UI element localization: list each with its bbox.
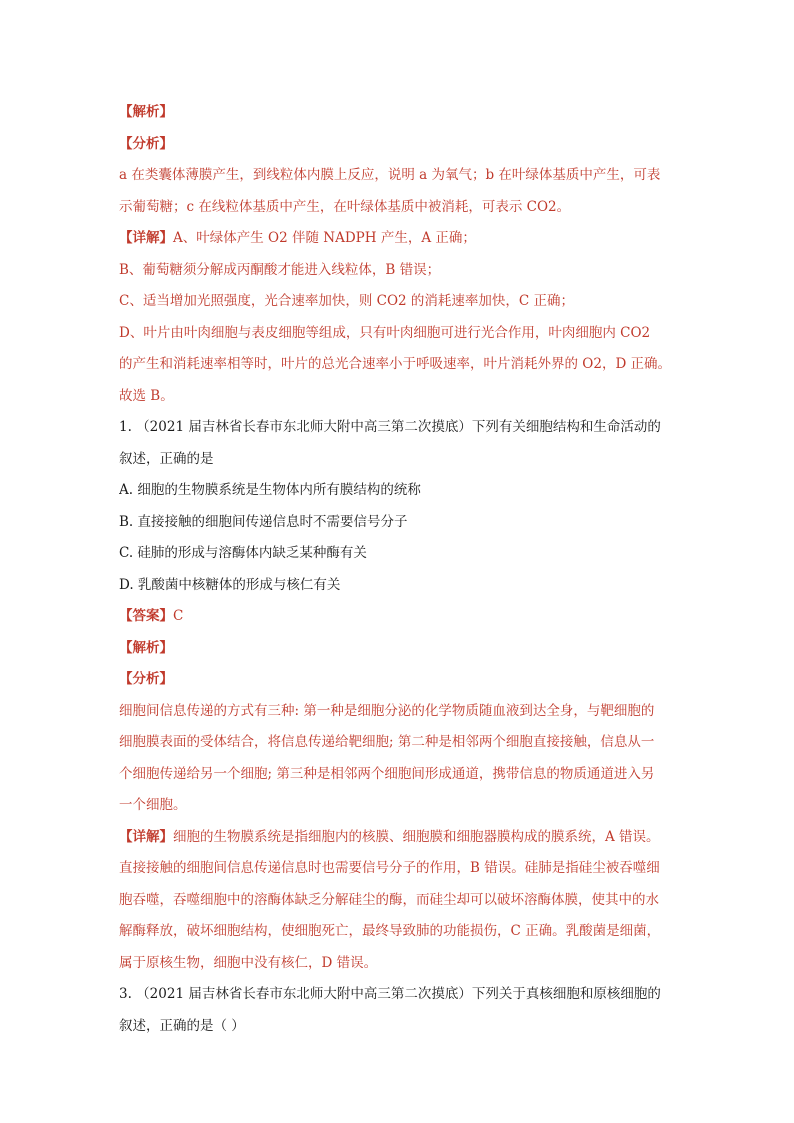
answer-label: 【答案】	[119, 608, 173, 624]
detail-line	[119, 226, 679, 258]
detail-line: 直接接触的细胞间信息传递信息时也需要信号分子的作用，B 错误。硅肺是指硅尘被吞噬细	[119, 860, 660, 876]
detail-line	[119, 825, 679, 857]
detail-line: 故选 B。	[119, 387, 174, 404]
analysis-line: 示葡萄糖；c 在线粒体基质中产生，在叶绿体基质中被消耗，可表示 CO2。	[119, 198, 571, 215]
analysis-line: 细胞间信息传递的方式有三种: 第一种是细胞分泌的化学物质随血液到达全身，与靶细胞的	[119, 702, 655, 719]
detail-line: D、叶片由叶肉细胞与表皮细胞等组成，只有叶肉细胞可进行光合作用，叶肉细胞内 CO2	[119, 324, 651, 341]
page-content	[119, 100, 679, 1045]
fenxi-label: 【分析】	[119, 671, 173, 687]
detail-label: 【详解】	[119, 230, 173, 246]
answer-value: C	[173, 608, 184, 624]
option-a: A. 细胞的生物膜系统是生物体内所有膜结构的统称	[119, 482, 421, 498]
option-b: B. 直接接触的细胞间传递信息时不需要信号分子	[119, 513, 408, 530]
detail-line: 属于原核生物，细胞中没有核仁，D 错误。	[119, 954, 378, 971]
jiexi-label: 【解析】	[119, 639, 173, 656]
question-stem: 叙述，正确的是（ ）	[119, 1017, 245, 1034]
detail-line: C、适当增加光照强度，光合速率加快，则 CO2 的消耗速率加快，C 正确；	[119, 293, 575, 309]
detail-text: A、叶绿体产生 O2 伴随 NADPH 产生，A 正确；	[173, 230, 476, 246]
option-c: C. 硅肺的形成与溶酶体内缺乏某种酶有关	[119, 545, 367, 561]
analysis-line: 细胞膜表面的受体结合，将信息传递给靶细胞; 第二种是相邻两个细胞直接接触，信息从一	[119, 734, 655, 750]
detail-label: 【详解】	[119, 828, 173, 845]
detail-line: 胞吞噬，吞噬细胞中的溶酶体缺乏分解硅尘的酶，而硅尘却可以破坏溶酶体膜，使其中的水	[119, 891, 659, 908]
detail-line: 的产生和消耗速率相等时，叶片的总光合速率小于呼吸速率，叶片消耗外界的 O2，D 正确。	[119, 356, 672, 372]
analysis-line: a 在类囊体薄膜产生，到线粒体内膜上反应，说明 a 为氧气；b 在叶绿体基质中产生，可表	[119, 167, 661, 183]
question-stem: 叙述，正确的是	[119, 450, 214, 467]
question-stem: 1. （2021 届吉林省长春市东北师大附中高三第二次摸底）下列有关细胞结构和生命活动的	[119, 419, 661, 435]
option-d: D. 乳酸菌中核糖体的形成与核仁有关	[119, 576, 341, 593]
question-stem: 3. （2021 届吉林省长春市东北师大附中高三第二次摸底）下列关于真核细胞和原核细胞的	[119, 986, 661, 1002]
analysis-line: 个细胞传递给另一个细胞; 第三种是相邻两个细胞间形成通道，携带信息的物质通道进入另	[119, 765, 655, 782]
detail-line: B、葡萄糖须分解成丙酮酸才能进入线粒体，B 错误；	[119, 261, 441, 278]
detail-line: 解酶释放，破坏细胞结构，使细胞死亡，最终导致肺的功能损伤，C 正确。乳酸菌是细菌，	[119, 923, 661, 939]
answer-line	[119, 604, 679, 636]
analysis-line: 一个细胞。	[119, 797, 187, 813]
fenxi-label: 【分析】	[119, 135, 173, 152]
jiexi-label: 【解析】	[119, 104, 173, 120]
detail-text: 细胞的生物膜系统是指细胞内的核膜、细胞膜和细胞器膜构成的膜系统，A 错误。	[173, 828, 660, 845]
